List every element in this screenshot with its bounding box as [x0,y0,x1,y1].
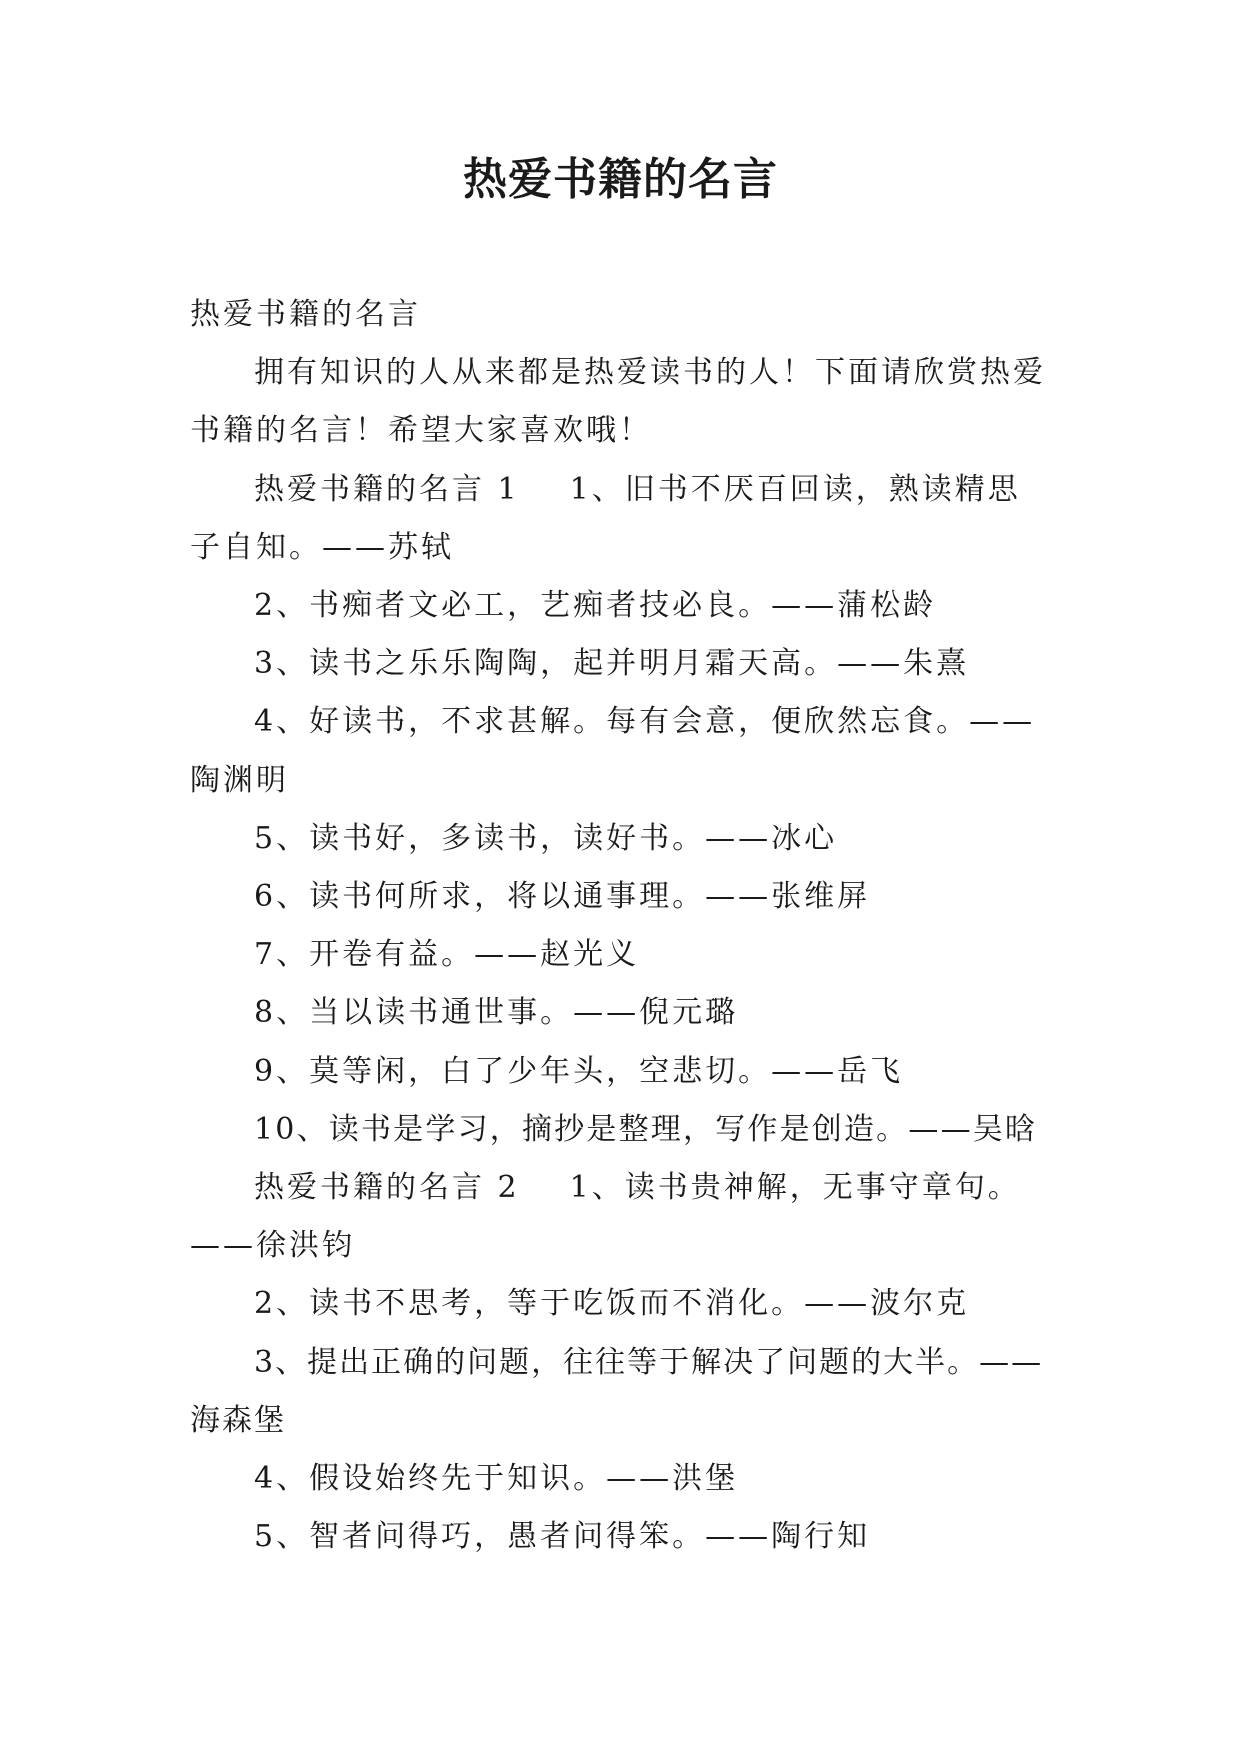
quote-item: 3、读书之乐乐陶陶，起并明月霜天高。——朱熹 [254,646,970,682]
quote-item: 2、书痴者文必工，艺痴者技必良。——蒲松龄 [254,588,937,624]
quote-item: 7、开卷有益。——赵光义 [254,937,640,973]
document-body [190,286,1052,1566]
quote-item: 5、智者问得巧，愚者问得笨。——陶行知 [254,1519,871,1555]
quote-item: 3、提出正确的问题，往往等于解决了问题的大半。——海森堡 [190,1344,1044,1438]
quote-item: 5、读书好，多读书，读好书。——冰心 [254,820,838,856]
section-1-heading: 热爱书籍的名言 1 [254,471,520,507]
intro-paragraph: 拥有知识的人从来都是热爱读书的人！下面请欣赏热爱书籍的名言！希望大家喜欢哦！ [190,355,1046,449]
quote-item: 2、读书不思考，等于吃饭而不消化。——波尔克 [254,1286,970,1322]
quote-item: 1、读书贵神解，无事守章句。——徐洪钧 [190,1170,1021,1264]
section-2-heading: 热爱书籍的名言 2 [254,1170,520,1206]
quote-item: 1、旧书不厌百回读，熟读精思子自知。——苏轼 [190,471,1021,565]
section-2-opening [190,1159,1052,1275]
section-1-opening [190,461,1052,577]
document-subtitle: 热爱书籍的名言 [190,297,421,332]
quote-item: 4、假设始终先于知识。——洪堡 [254,1461,739,1497]
quote-item: 6、读书何所求，将以通事理。——张维屏 [254,879,871,915]
page-title: 热爱书籍的名言 [463,154,778,205]
quote-item: 8、当以读书通世事。——倪元璐 [254,995,739,1031]
quote-item: 9、莫等闲，白了少年头，空悲切。——岳飞 [254,1053,904,1089]
quote-item: 4、好读书，不求甚解。每有会意，便欣然忘食。——陶渊明 [190,704,1036,798]
quote-item: 10、读书是学习，摘抄是整理，写作是创造。——吴晗 [254,1111,1038,1147]
